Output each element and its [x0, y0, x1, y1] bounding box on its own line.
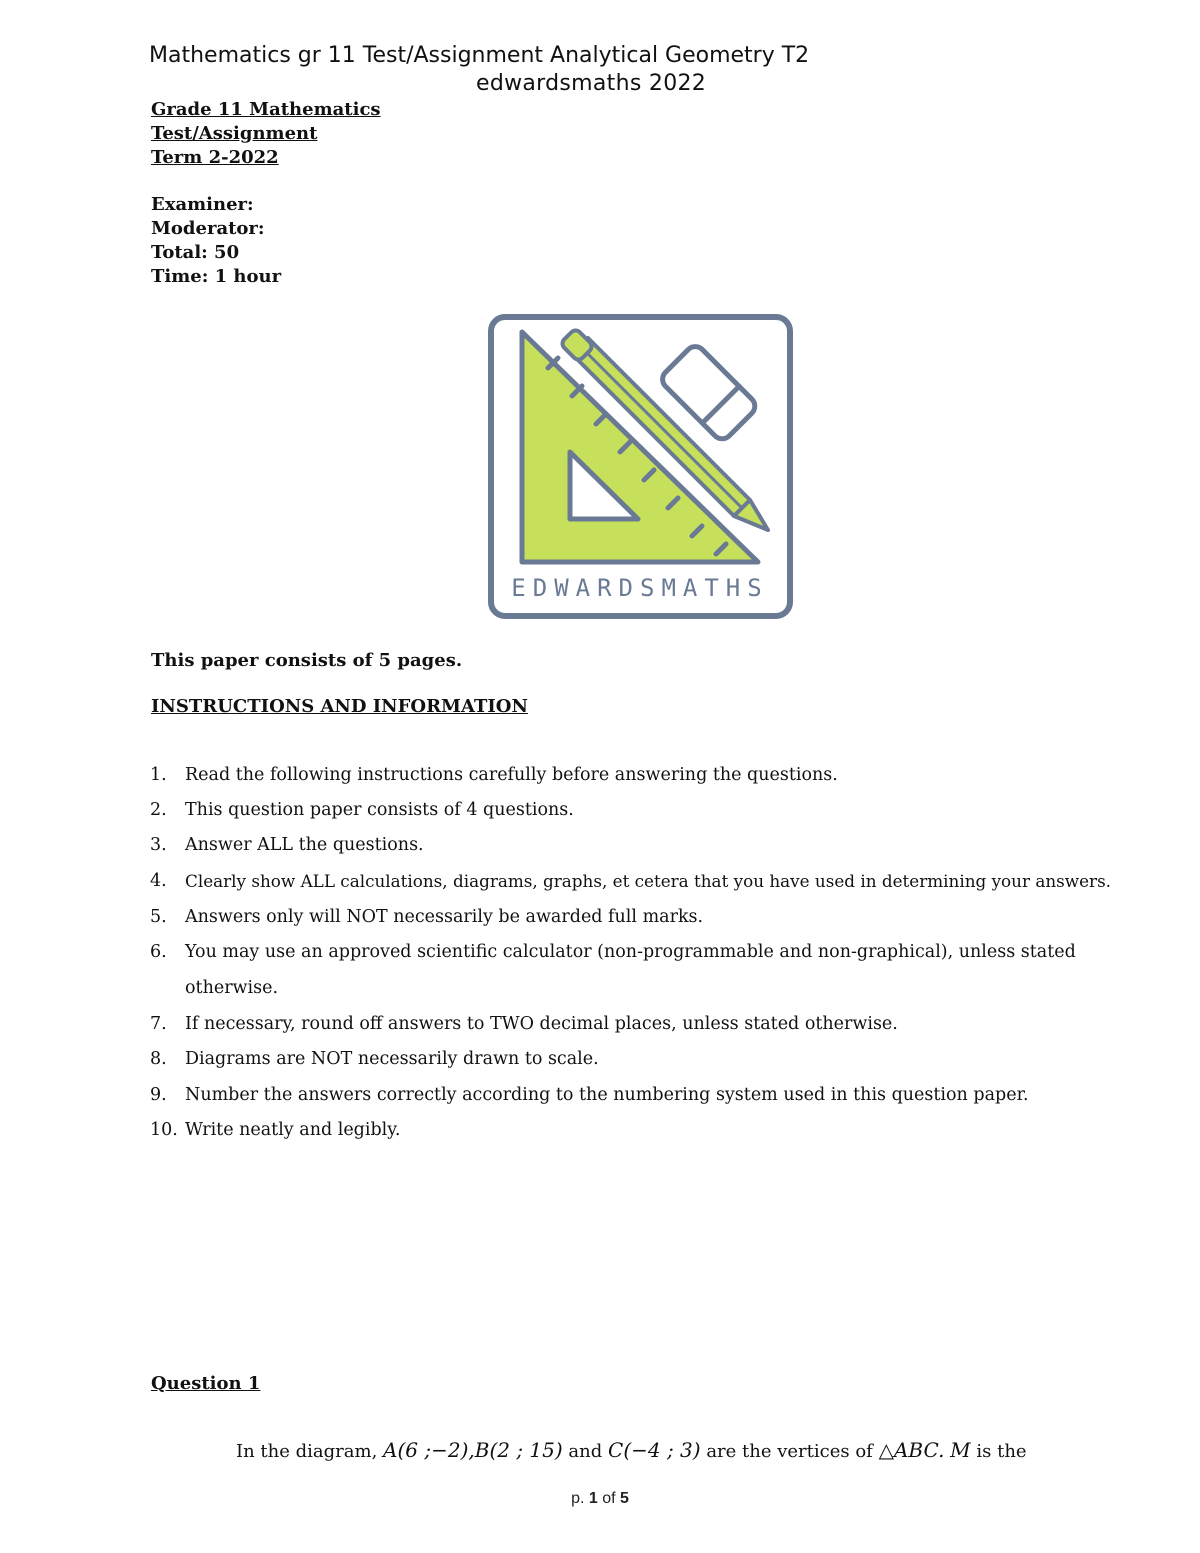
paper-type-label: Test/Assignment: [151, 123, 318, 144]
term-label: Term 2-2022: [151, 147, 279, 168]
item-number: 7.: [150, 1014, 167, 1034]
time-label: Time: 1 hour: [151, 266, 282, 287]
item-number: 3.: [150, 835, 167, 855]
q1-and: and: [568, 1441, 603, 1462]
item-text: Write neatly and legibly.: [185, 1120, 401, 1140]
item-number: 8.: [150, 1049, 167, 1069]
moderator-label: Moderator:: [151, 218, 265, 239]
item-number: 10.: [150, 1120, 178, 1140]
q1-point-c: C(−4 ; 3): [608, 1438, 701, 1462]
header-subtitle: edwardsmaths 2022: [476, 71, 707, 96]
item-text: You may use an approved scientific calculator (non-programmable and non-graphical), unless stated: [185, 942, 1076, 962]
item-text: Read the following instructions carefully before answering the questions.: [185, 765, 838, 785]
item-text: Answer ALL the questions.: [185, 835, 424, 855]
q1-intro: In the diagram,: [236, 1441, 378, 1462]
item-number: 5.: [150, 907, 167, 927]
examiner-label: Examiner:: [151, 194, 254, 215]
question-1-text: [236, 1438, 1027, 1462]
item-number: 1.: [150, 765, 167, 785]
footer-page: 1: [588, 1490, 598, 1507]
grade-label: Grade 11 Mathematics: [151, 99, 381, 120]
q1-point-b: B(2 ; 15): [474, 1438, 563, 1462]
pages-note: This paper consists of 5 pages.: [151, 650, 463, 671]
footer-total: 5: [620, 1490, 629, 1507]
item-number: 4.: [150, 871, 167, 891]
logo-wordmark: EDWARDSMATHS: [511, 574, 769, 602]
total-label: Total: 50: [151, 242, 240, 263]
item-number: 2.: [150, 800, 167, 820]
q1-is-the: is the: [976, 1441, 1027, 1462]
item-text: If necessary, round off answers to TWO decimal places, unless stated otherwise.: [185, 1014, 898, 1034]
item-text: otherwise.: [185, 978, 279, 998]
item-number: 9.: [150, 1085, 167, 1105]
q1-m: M: [950, 1438, 971, 1462]
item-text: Answers only will NOT necessarily be awarded full marks.: [185, 907, 704, 927]
page-footer: [0, 1490, 1200, 1508]
cover-block: [151, 98, 381, 170]
item-text: Number the answers correctly according to the numbering system used in this question paper.: [185, 1085, 1029, 1105]
q1-point-a: A(6 ;−2),: [383, 1438, 475, 1462]
instructions-title: INSTRUCTIONS AND INFORMATION: [151, 696, 528, 717]
question-1-title: Question 1: [151, 1373, 261, 1394]
edwardsmaths-logo: [488, 314, 793, 619]
item-text: Diagrams are NOT necessarily drawn to scale.: [185, 1049, 599, 1069]
item-text: This question paper consists of 4 questions.: [185, 800, 574, 820]
q1-are: are the vertices of: [706, 1441, 873, 1462]
item-text: Clearly show ALL calculations, diagrams, graphs, et cetera that you have used in determining your answers.: [185, 871, 1112, 891]
footer-prefix: p.: [571, 1490, 585, 1507]
q1-triangle: △ABC.: [878, 1438, 945, 1462]
footer-of: of: [602, 1490, 616, 1507]
item-number: 6.: [150, 942, 167, 962]
exam-details: [151, 193, 281, 289]
header-title: Mathematics gr 11 Test/Assignment Analytical Geometry T2: [149, 43, 810, 68]
